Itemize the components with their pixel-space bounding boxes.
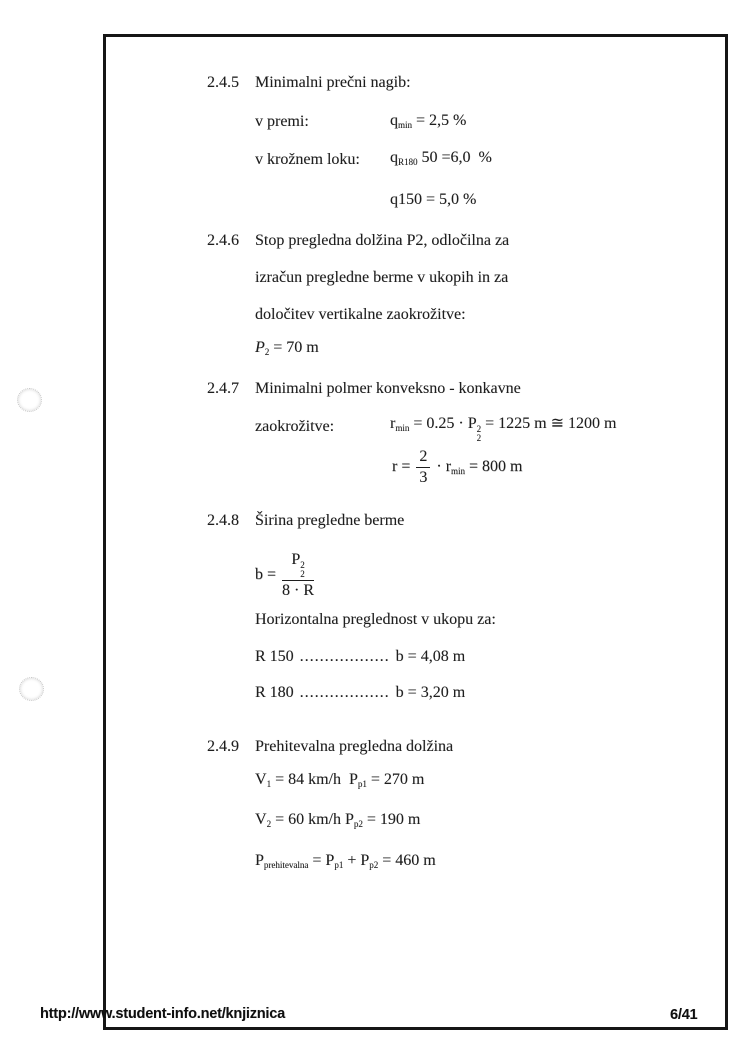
formula-qr180: $q_{R180}$ 50 =6,0 %	[390, 149, 492, 167]
section-heading-246: Stop pregledna dolžina P2, odločilna za	[255, 232, 510, 249]
radius-label: R 150	[255, 648, 294, 665]
section-246-line3: določitev vertikalne zaokrožitve:	[255, 306, 466, 323]
section-number-249: 2.4.9	[207, 738, 239, 755]
dot-leader: ..................	[299, 648, 390, 665]
section-heading-247: Minimalni polmer konveksno - konkavne	[255, 380, 521, 397]
hole-punch-mark	[17, 388, 42, 412]
formula-r-two-thirds: r = $\frac{2}{3}$ · $r_{min} = 800$ m	[392, 448, 523, 486]
hole-punch-mark	[19, 677, 44, 701]
label-v-premi: v premi:	[255, 113, 309, 130]
formula-rmin: $r_{min} = 0.25 \cdot P$ 2 2 = 1225 m ≅ 1200 m	[390, 415, 617, 443]
label-zaokrozitve: zaokrožitve:	[255, 418, 335, 435]
formula-qmin: $q_{min} = 2,5$ %	[390, 112, 467, 130]
page-number: 6/41	[670, 1007, 698, 1023]
section-number-247: 2.4.7	[207, 380, 239, 397]
label-v-kroznem-loku: v krožnem loku:	[255, 151, 360, 168]
berm-value: b = 4,08 m	[395, 648, 466, 665]
page-border	[103, 34, 728, 1030]
section-number-245: 2.4.5	[207, 74, 239, 91]
section-number-248: 2.4.8	[207, 512, 239, 529]
section-heading-249: Prehitevalna pregledna dolžina	[255, 738, 454, 755]
formula-prehitevalna: $P_{prehitevalna} = P_{p1} + P_{p2} = 460$ m	[255, 852, 436, 870]
berm-value: b = 3,20 m	[395, 684, 466, 701]
formula-p2-70m: $P_2 = 70$ m	[255, 339, 319, 357]
formula-q150: q150 = 5,0 %	[390, 191, 477, 208]
sight-row-r150	[255, 647, 465, 667]
formula-v2: $V_2 = 60$ km/h $P_{p2} = 190$ m	[255, 811, 421, 829]
section-heading-245: Minimalni prečni nagib:	[255, 74, 411, 91]
subheading-horizontalna: Horizontalna preglednost v ukopu za:	[255, 611, 496, 628]
section-number-246: 2.4.6	[207, 232, 239, 249]
dot-leader: ..................	[299, 684, 390, 701]
section-246-line2: izračun pregledne berme v ukopih in za	[255, 269, 509, 286]
radius-label: R 180	[255, 684, 294, 701]
formula-berm-width: b = P 2 2 8 · R	[255, 551, 315, 599]
section-heading-248: Širina pregledne berme	[255, 512, 405, 529]
footer-url: http://www.student-info.net/knjiznica	[40, 1006, 285, 1022]
sight-row-r180	[255, 683, 465, 703]
formula-v1: $V_1 = 84$ km/h $P_{p1} = 270$ m	[255, 771, 425, 789]
